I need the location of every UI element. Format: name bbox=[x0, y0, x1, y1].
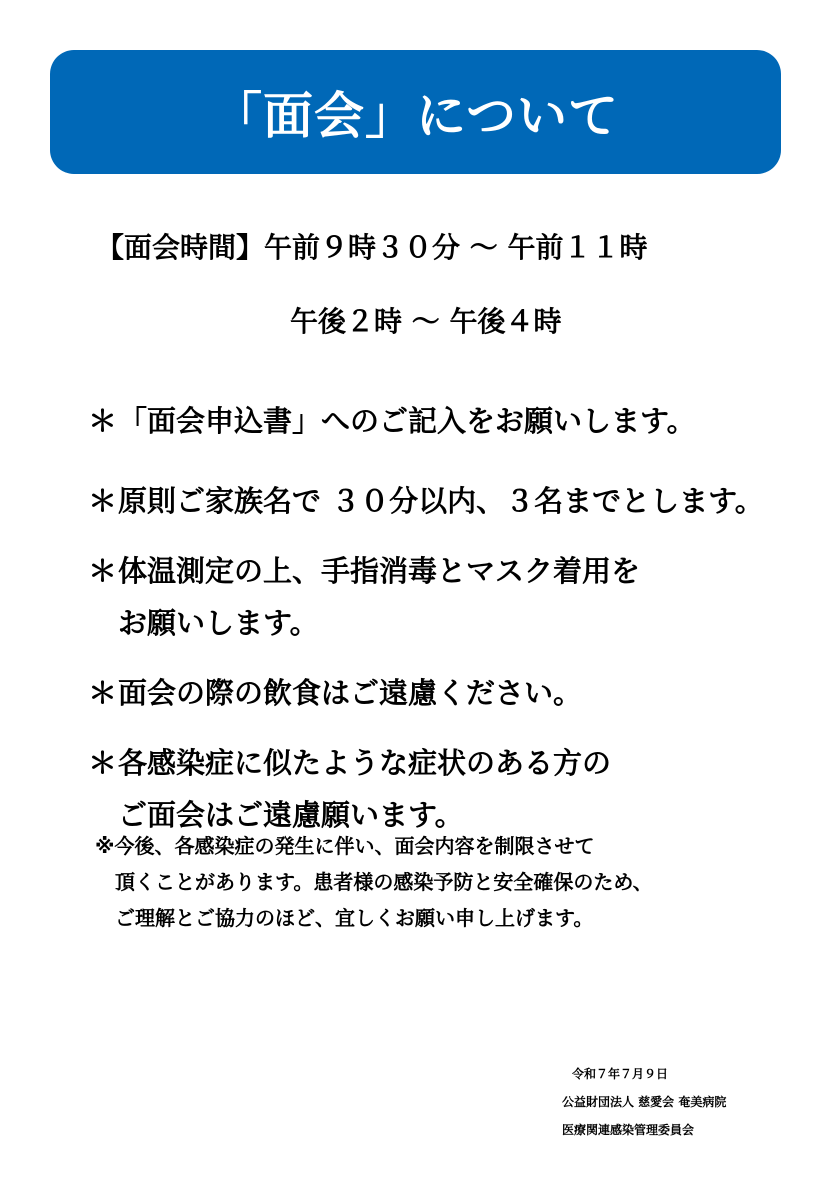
committee-name: 医療関連感染管理委員会 bbox=[562, 1123, 695, 1137]
note-item bbox=[88, 545, 808, 649]
note-text: 面会の際の飲食はご遠慮ください。 bbox=[118, 676, 583, 710]
note-text: 原則ご家族名で ３０分以内、３名までとします。 bbox=[118, 484, 764, 518]
note-item bbox=[88, 667, 808, 719]
asterisk-icon: ＊ bbox=[88, 746, 118, 780]
note-text: 「面会申込書」へのご記入をお願いします。 bbox=[118, 404, 696, 438]
asterisk-icon: ＊ bbox=[88, 404, 118, 438]
asterisk-icon: ＊ bbox=[88, 554, 118, 588]
note-text: 体温測定の上、手指消毒とマスク着用を お願いします。 bbox=[118, 554, 641, 640]
asterisk-icon: ＊ bbox=[88, 676, 118, 710]
footer-signature bbox=[562, 1060, 726, 1144]
note-item bbox=[88, 737, 808, 841]
issue-date: 令和７年７月９日 bbox=[572, 1067, 669, 1081]
notes-list bbox=[88, 395, 808, 841]
remark-note: ※今後、各感染症の発生に伴い、面会内容を制限させて 頂くことがあります。患者様の感染予防と安全確保のため、 ご理解とご協力のほど、宜しくお願い申し上げます。 bbox=[95, 834, 653, 930]
note-text: 各感染症に似たような症状のある方の ご面会はご遠慮願います。 bbox=[118, 746, 612, 832]
visiting-hours-afternoon: 午後２時 ～ 午後４時 bbox=[290, 305, 562, 338]
organization-name: 公益財団法人 慈愛会 奄美病院 bbox=[562, 1095, 727, 1109]
page-title: 「面会」について bbox=[212, 87, 619, 145]
asterisk-icon: ＊ bbox=[88, 484, 118, 518]
visiting-hours-morning: 【面会時間】午前９時３０分 ～ 午前１１時 bbox=[96, 231, 648, 264]
title-banner bbox=[50, 50, 781, 174]
note-item bbox=[88, 395, 808, 447]
note-item bbox=[88, 475, 808, 527]
